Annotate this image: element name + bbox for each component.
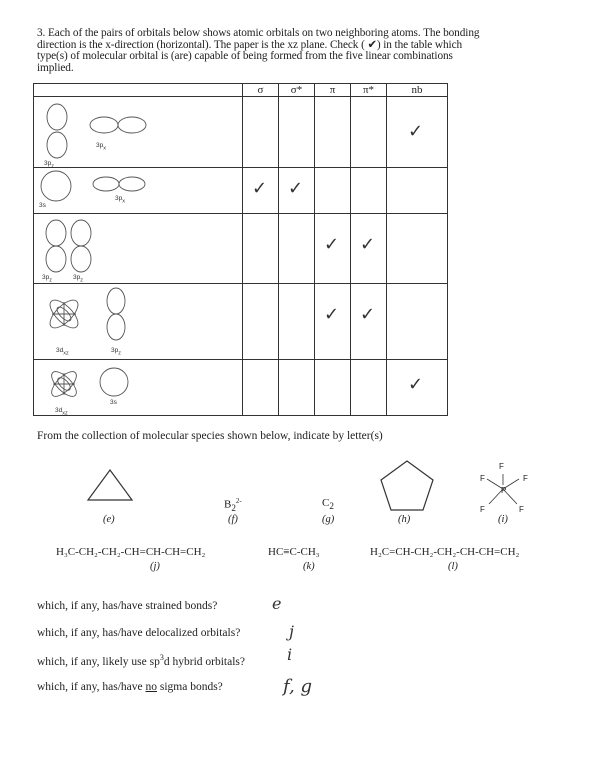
check-mark: ✓ — [360, 234, 376, 255]
cell-sigma — [243, 214, 279, 284]
header-nb: nb — [387, 84, 448, 97]
cell-pi — [315, 214, 351, 284]
orbital-label: $3p_x$ — [96, 142, 106, 152]
cell-pi — [315, 97, 351, 168]
header-sigma-star: σ* — [279, 84, 315, 97]
question-line: direction is the x-direction (horizontal). The paper is the xz plane. Check ( ✔) in the table which — [37, 38, 463, 51]
cell-sigma-star — [279, 168, 315, 214]
orbital-drawing-cell — [34, 360, 243, 416]
cell-sigma — [243, 360, 279, 416]
atom-f-bottom-left: F — [480, 505, 485, 514]
header-pi: π — [315, 84, 351, 97]
atom-f-bottom-right: F — [519, 505, 524, 514]
table-row — [34, 284, 448, 360]
atom-p: P — [501, 486, 507, 495]
cell-pi-star — [351, 97, 387, 168]
answer-no-sigma: f, g — [283, 676, 312, 697]
species-letter-g: (g) — [322, 514, 335, 525]
table-row — [34, 168, 448, 214]
pentagon-structure — [378, 458, 436, 514]
answer-strained-bonds: e — [272, 594, 282, 613]
question-line: 3. Each of the pairs of orbitals below shows atomic orbitals on two neighboring atoms. The bonding — [37, 27, 480, 39]
orbital-pair-drawing — [34, 214, 242, 284]
check-mark: ✓ — [360, 304, 376, 325]
collection-intro: From the collection of molecular species shown below, indicate by letter(s) — [37, 430, 383, 442]
species-g-formula: $C_2$ — [322, 497, 334, 512]
check-mark: ✓ — [252, 178, 268, 199]
species-k-formula: HC≡C-CH₃ — [268, 546, 320, 558]
cell-nb — [387, 284, 448, 360]
question-no-sigma: which, if any, has/have no sigma bonds? — [37, 681, 223, 693]
orbital-drawing-cell — [34, 284, 243, 360]
cell-sigma-star — [279, 97, 315, 168]
atom-f-right: F — [523, 474, 528, 483]
cell-pi-star — [351, 284, 387, 360]
cell-nb — [387, 97, 448, 168]
species-letter-k: (k) — [303, 561, 315, 572]
cell-pi-star — [351, 360, 387, 416]
triangle-structure — [85, 467, 135, 503]
cell-sigma — [243, 284, 279, 360]
cell-nb — [387, 168, 448, 214]
orbital-pair-drawing — [34, 168, 242, 214]
table-header-row — [34, 84, 448, 97]
cell-pi-star — [351, 214, 387, 284]
orbital-drawing-cell — [34, 168, 243, 214]
orbital-label: $3d_{xz}$ — [56, 347, 69, 357]
cell-nb — [387, 360, 448, 416]
orbital-label: $3d_{xz}$ — [55, 407, 68, 417]
orbital-label: $3p_z$ — [42, 274, 52, 284]
answer-delocalized: j — [289, 622, 294, 641]
cell-pi — [315, 284, 351, 360]
cell-pi — [315, 360, 351, 416]
question-delocalized: which, if any, has/have delocalized orbitals? — [37, 627, 241, 639]
answer-sp3d: i — [287, 645, 293, 664]
orbital-label: $3p_z$ — [111, 347, 121, 357]
cell-sigma-star — [279, 284, 315, 360]
species-f-formula: $B_2^{2-}$ — [224, 497, 242, 513]
cell-sigma — [243, 168, 279, 214]
check-mark: ✓ — [324, 304, 340, 325]
table-row — [34, 97, 448, 168]
table-row — [34, 214, 448, 284]
orbital-drawing-cell — [34, 214, 243, 284]
orbital-label: 3s — [39, 202, 46, 209]
atom-f-left: F — [480, 474, 485, 483]
orbital-table — [33, 83, 448, 416]
question-text — [37, 28, 565, 74]
cell-nb — [387, 214, 448, 284]
orbital-label: $3p_x$ — [115, 195, 125, 205]
header-pi-star: π* — [351, 84, 387, 97]
species-letter-l: (l) — [448, 561, 458, 572]
orbital-pair-drawing — [34, 97, 242, 168]
cell-sigma-star — [279, 360, 315, 416]
cell-pi-star — [351, 168, 387, 214]
question-line: implied. — [37, 61, 74, 74]
species-j-formula: H₃C-CH₂-CH₂-CH=CH-CH=CH₂ — [56, 546, 206, 558]
header-sigma: σ — [243, 84, 279, 97]
question-sp3d: which, if any, likely use $sp^3d$ hybrid orbitals? — [37, 653, 245, 668]
orbital-drawing-cell — [34, 97, 243, 168]
species-letter-h: (h) — [398, 514, 411, 525]
orbital-label: $3p_z$ — [44, 160, 54, 170]
question-strained-bonds: which, if any, has/have strained bonds? — [37, 600, 218, 612]
header-drawing — [34, 84, 243, 97]
check-mark: ✓ — [408, 374, 424, 395]
species-letter-f: (f) — [228, 514, 238, 525]
species-letter-i: (i) — [498, 514, 508, 525]
table-row — [34, 360, 448, 416]
cell-pi — [315, 168, 351, 214]
species-l-formula: H₂C=CH-CH₂-CH₂-CH-CH=CH₂ — [370, 546, 520, 558]
cell-sigma-star — [279, 214, 315, 284]
species-letter-j: (j) — [150, 561, 160, 572]
atom-f-top: F — [499, 462, 504, 471]
check-mark: ✓ — [288, 178, 304, 199]
species-letter-e: (e) — [103, 514, 115, 525]
check-mark: ✓ — [408, 121, 424, 142]
question-line: type(s) of molecular orbital is (are) capable of being formed from the five linear combinations — [37, 50, 453, 63]
orbital-label: $3p_z$ — [73, 274, 83, 284]
cell-sigma — [243, 97, 279, 168]
check-mark: ✓ — [324, 234, 340, 255]
orbital-label: 3s — [110, 399, 117, 406]
